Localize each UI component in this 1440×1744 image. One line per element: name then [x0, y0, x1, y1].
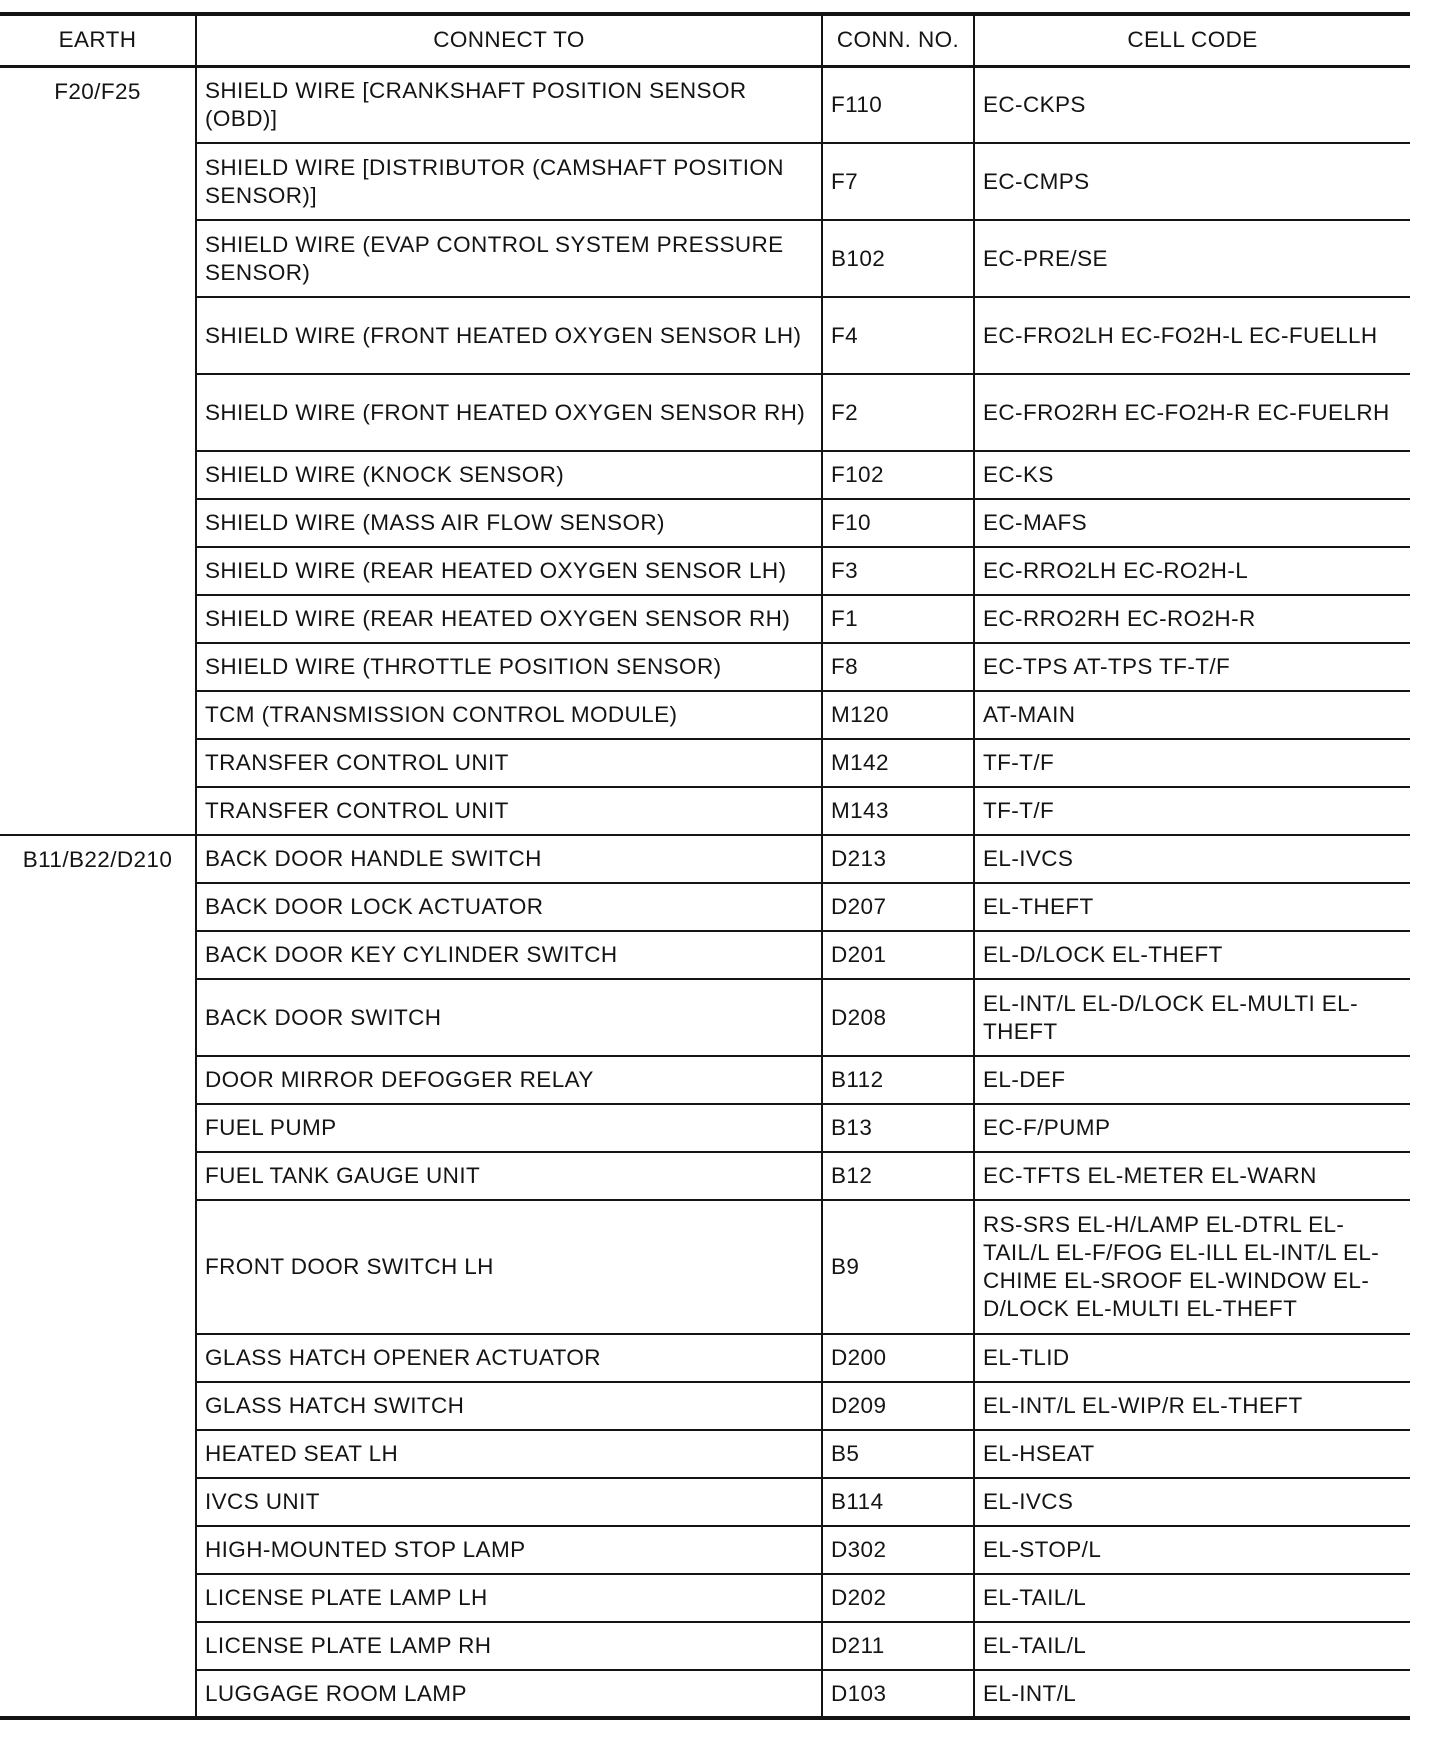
connect-to-cell: GLASS HATCH OPENER ACTUATOR — [196, 1334, 822, 1382]
connect-to-cell: IVCS UNIT — [196, 1478, 822, 1526]
connector-number-cell: F110 — [822, 66, 974, 143]
cell-code-cell: EC-KS — [974, 451, 1410, 499]
table-row — [0, 979, 1410, 1056]
connector-number-cell: B13 — [822, 1104, 974, 1152]
cell-code-cell: EL-DEF — [974, 1056, 1410, 1104]
table-row — [0, 499, 1410, 547]
table-row — [0, 1526, 1410, 1574]
earth-connection-table-sheet — [0, 12, 1410, 1720]
cell-code-cell: EC-TFTS EL-METER EL-WARN — [974, 1152, 1410, 1200]
connector-number-cell: F4 — [822, 297, 974, 374]
connect-to-cell: BACK DOOR KEY CYLINDER SWITCH — [196, 931, 822, 979]
connector-number-cell: F3 — [822, 547, 974, 595]
cell-code-cell: EL-HSEAT — [974, 1430, 1410, 1478]
connect-to-cell: SHIELD WIRE (EVAP CONTROL SYSTEM PRESSURE SENSOR) — [196, 220, 822, 297]
table-row — [0, 1478, 1410, 1526]
cell-code-cell: EC-F/PUMP — [974, 1104, 1410, 1152]
connect-to-cell: LUGGAGE ROOM LAMP — [196, 1670, 822, 1718]
cell-code-cell: EC-RRO2RH EC-RO2H-R — [974, 595, 1410, 643]
connect-to-cell: FUEL TANK GAUGE UNIT — [196, 1152, 822, 1200]
table-row — [0, 1622, 1410, 1670]
table-row — [0, 787, 1410, 835]
cell-code-cell: EL-INT/L EL-D/LOCK EL-MULTI EL-THEFT — [974, 979, 1410, 1056]
cell-code-cell: EC-CMPS — [974, 143, 1410, 220]
header-earth: EARTH — [0, 14, 196, 66]
table-row — [0, 1104, 1410, 1152]
connect-to-cell: FRONT DOOR SWITCH LH — [196, 1200, 822, 1334]
table-row — [0, 451, 1410, 499]
table-row — [0, 143, 1410, 220]
connector-number-cell: M120 — [822, 691, 974, 739]
connect-to-cell: HIGH-MOUNTED STOP LAMP — [196, 1526, 822, 1574]
connector-number-cell: D213 — [822, 835, 974, 883]
table-row — [0, 883, 1410, 931]
cell-code-cell: EL-IVCS — [974, 835, 1410, 883]
connector-number-cell: D201 — [822, 931, 974, 979]
connector-number-cell: D202 — [822, 1574, 974, 1622]
connect-to-cell: BACK DOOR LOCK ACTUATOR — [196, 883, 822, 931]
cell-code-cell: TF-T/F — [974, 787, 1410, 835]
table-row — [0, 1056, 1410, 1104]
table-row — [0, 595, 1410, 643]
connector-number-cell: D103 — [822, 1670, 974, 1718]
connector-number-cell: B9 — [822, 1200, 974, 1334]
connector-number-cell: D208 — [822, 979, 974, 1056]
cell-code-cell: EL-INT/L EL-WIP/R EL-THEFT — [974, 1382, 1410, 1430]
connect-to-cell: SHIELD WIRE (KNOCK SENSOR) — [196, 451, 822, 499]
connector-number-cell: D302 — [822, 1526, 974, 1574]
header-conn-no: CONN. NO. — [822, 14, 974, 66]
connector-number-cell: F102 — [822, 451, 974, 499]
connect-to-cell: GLASS HATCH SWITCH — [196, 1382, 822, 1430]
cell-code-cell: RS-SRS EL-H/LAMP EL-DTRL EL-TAIL/L EL-F/FOG EL-ILL EL-INT/L EL-CHIME EL-SROOF EL-WINDOW EL-D/LOCK EL-MULTI EL-THEFT — [974, 1200, 1410, 1334]
table-body — [0, 66, 1410, 1718]
cell-code-cell: EL-STOP/L — [974, 1526, 1410, 1574]
connect-to-cell: SHIELD WIRE (THROTTLE POSITION SENSOR) — [196, 643, 822, 691]
connect-to-cell: SHIELD WIRE (MASS AIR FLOW SENSOR) — [196, 499, 822, 547]
cell-code-cell: EC-TPS AT-TPS TF-T/F — [974, 643, 1410, 691]
connect-to-cell: SHIELD WIRE (REAR HEATED OXYGEN SENSOR RH) — [196, 595, 822, 643]
cell-code-cell: EC-FRO2LH EC-FO2H-L EC-FUELLH — [974, 297, 1410, 374]
header-cell-code: CELL CODE — [974, 14, 1410, 66]
connect-to-cell: SHIELD WIRE (FRONT HEATED OXYGEN SENSOR LH) — [196, 297, 822, 374]
connector-number-cell: M143 — [822, 787, 974, 835]
connector-number-cell: B112 — [822, 1056, 974, 1104]
table-row — [0, 220, 1410, 297]
connect-to-cell: SHIELD WIRE (REAR HEATED OXYGEN SENSOR LH) — [196, 547, 822, 595]
connector-number-cell: M142 — [822, 739, 974, 787]
connect-to-cell: FUEL PUMP — [196, 1104, 822, 1152]
table-row — [0, 835, 1410, 883]
cell-code-cell: EL-D/LOCK EL-THEFT — [974, 931, 1410, 979]
cell-code-cell: TF-T/F — [974, 739, 1410, 787]
table-row — [0, 1200, 1410, 1334]
table-row — [0, 297, 1410, 374]
cell-code-cell: AT-MAIN — [974, 691, 1410, 739]
table-row — [0, 643, 1410, 691]
connect-to-cell: BACK DOOR HANDLE SWITCH — [196, 835, 822, 883]
table-row — [0, 1670, 1410, 1718]
header-connect-to: CONNECT TO — [196, 14, 822, 66]
connector-number-cell: F2 — [822, 374, 974, 451]
connect-to-cell: LICENSE PLATE LAMP RH — [196, 1622, 822, 1670]
cell-code-cell: EL-TLID — [974, 1334, 1410, 1382]
connector-number-cell: D211 — [822, 1622, 974, 1670]
table-row — [0, 1334, 1410, 1382]
table-row — [0, 931, 1410, 979]
cell-code-cell: EL-IVCS — [974, 1478, 1410, 1526]
table-row — [0, 66, 1410, 143]
connector-number-cell: F7 — [822, 143, 974, 220]
connector-number-cell: F10 — [822, 499, 974, 547]
cell-code-cell: EL-TAIL/L — [974, 1574, 1410, 1622]
connector-number-cell: B5 — [822, 1430, 974, 1478]
cell-code-cell: EL-THEFT — [974, 883, 1410, 931]
connect-to-cell: SHIELD WIRE [DISTRIBUTOR (CAMSHAFT POSITION SENSOR)] — [196, 143, 822, 220]
connect-to-cell: SHIELD WIRE (FRONT HEATED OXYGEN SENSOR RH) — [196, 374, 822, 451]
table-row — [0, 1382, 1410, 1430]
earth-point: F20/F25 — [0, 66, 196, 835]
connector-number-cell: D207 — [822, 883, 974, 931]
connector-number-cell: D200 — [822, 1334, 974, 1382]
connect-to-cell: HEATED SEAT LH — [196, 1430, 822, 1478]
table-row — [0, 374, 1410, 451]
connector-number-cell: F1 — [822, 595, 974, 643]
table-row — [0, 1574, 1410, 1622]
connect-to-cell: TRANSFER CONTROL UNIT — [196, 787, 822, 835]
table-header-row — [0, 14, 1410, 66]
cell-code-cell: EC-PRE/SE — [974, 220, 1410, 297]
connect-to-cell: TRANSFER CONTROL UNIT — [196, 739, 822, 787]
connector-number-cell: F8 — [822, 643, 974, 691]
earth-connection-table — [0, 12, 1410, 1720]
connector-number-cell: B114 — [822, 1478, 974, 1526]
cell-code-cell: EL-INT/L — [974, 1670, 1410, 1718]
cell-code-cell: EC-MAFS — [974, 499, 1410, 547]
cell-code-cell: EC-RRO2LH EC-RO2H-L — [974, 547, 1410, 595]
connect-to-cell: DOOR MIRROR DEFOGGER RELAY — [196, 1056, 822, 1104]
cell-code-cell: EC-FRO2RH EC-FO2H-R EC-FUELRH — [974, 374, 1410, 451]
table-row — [0, 739, 1410, 787]
connect-to-cell: TCM (TRANSMISSION CONTROL MODULE) — [196, 691, 822, 739]
connect-to-cell: LICENSE PLATE LAMP LH — [196, 1574, 822, 1622]
cell-code-cell: EC-CKPS — [974, 66, 1410, 143]
table-row — [0, 1430, 1410, 1478]
connector-number-cell: B12 — [822, 1152, 974, 1200]
table-row — [0, 691, 1410, 739]
table-row — [0, 1152, 1410, 1200]
connect-to-cell: BACK DOOR SWITCH — [196, 979, 822, 1056]
cell-code-cell: EL-TAIL/L — [974, 1622, 1410, 1670]
earth-point: B11/B22/D210 — [0, 835, 196, 1718]
connector-number-cell: D209 — [822, 1382, 974, 1430]
connect-to-cell: SHIELD WIRE [CRANKSHAFT POSITION SENSOR (OBD)] — [196, 66, 822, 143]
table-row — [0, 547, 1410, 595]
connector-number-cell: B102 — [822, 220, 974, 297]
